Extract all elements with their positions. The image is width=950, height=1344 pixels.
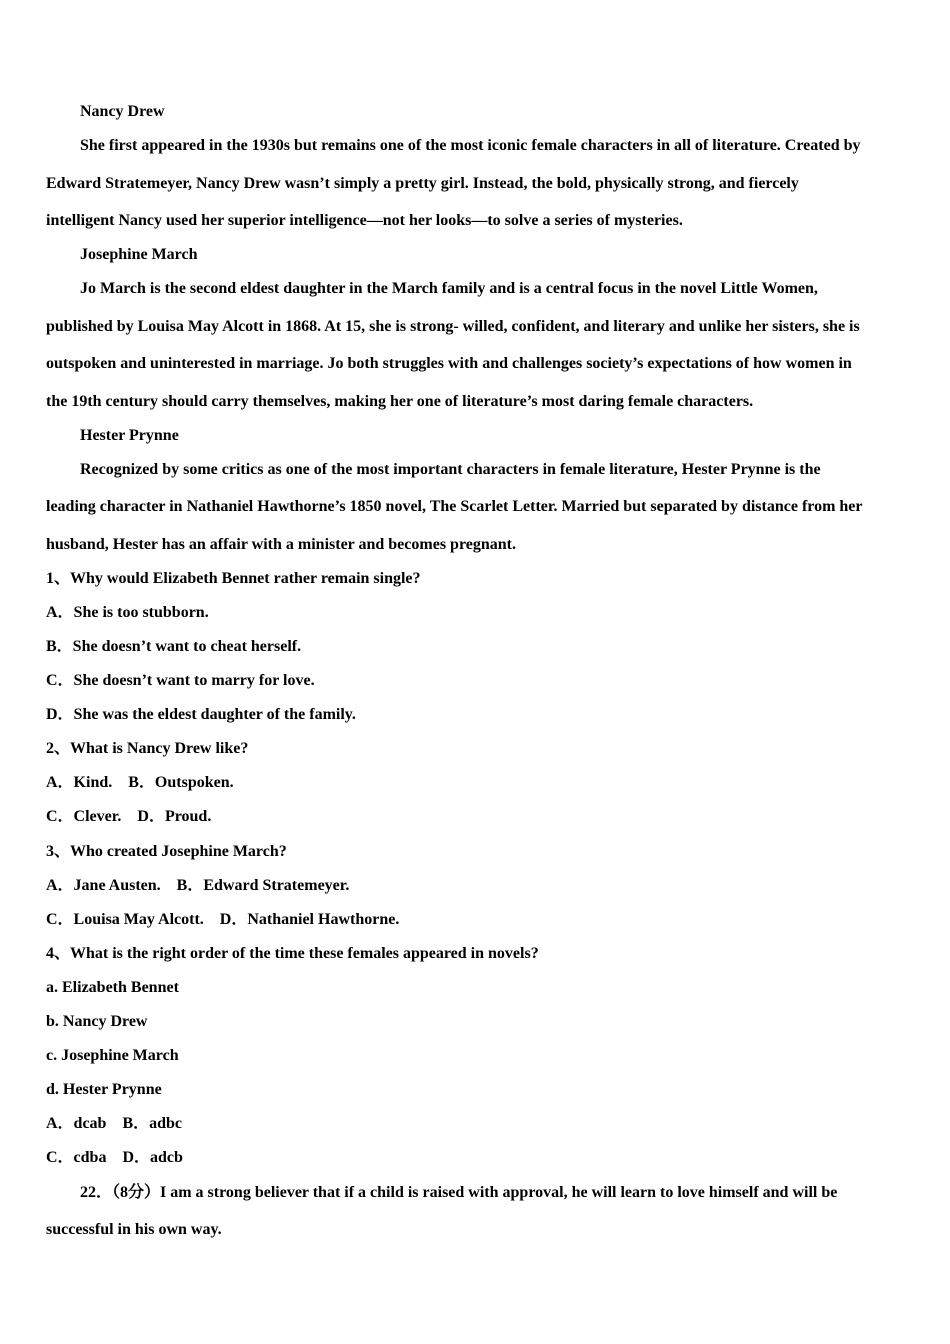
paragraph-line: Recognized by some critics as one of the most important characters in female literature, Hester Prynne is the — [80, 461, 821, 478]
paragraph-line: Jo March is the second eldest daughter in the March family and is a central focus in the novel Little Women, — [80, 280, 818, 297]
paragraph-line: published by Louisa May Alcott in 1868. At 15, she is strong- willed, confident, and literary and unlike her sisters, she is — [46, 318, 860, 335]
answer-option: C．cdba D．adcb — [46, 1149, 183, 1166]
question-22-line: successful in his own way. — [46, 1221, 222, 1238]
question-stem-2: 2、What is Nancy Drew like? — [46, 740, 249, 757]
answer-option: A．Kind. B．Outspoken. — [46, 774, 234, 791]
paragraph-line: intelligent Nancy used her superior intelligence—not her looks—to solve a series of mysteries. — [46, 212, 683, 229]
answer-option: D．She was the eldest daughter of the family. — [46, 706, 356, 723]
list-item: a. Elizabeth Bennet — [46, 979, 179, 996]
answer-option: C．She doesn’t want to marry for love. — [46, 672, 315, 689]
paragraph-line: She first appeared in the 1930s but remains one of the most iconic female characters in all of literature. Created by — [80, 137, 861, 154]
answer-option: A．dcab B．adbc — [46, 1115, 183, 1132]
answer-option: C．Clever. D．Proud. — [46, 808, 212, 825]
answer-option: A．Jane Austen. B．Edward Stratemeyer. — [46, 877, 350, 894]
question-stem-1: 1、Why would Elizabeth Bennet rather remain single? — [46, 570, 421, 587]
paragraph-line: husband, Hester has an affair with a minister and becomes pregnant. — [46, 536, 516, 553]
list-item: d. Hester Prynne — [46, 1081, 162, 1098]
paragraph-line: outspoken and uninterested in marriage. Jo both struggles with and challenges society’s expectations of how women in — [46, 355, 852, 372]
list-item: b. Nancy Drew — [46, 1013, 148, 1030]
paragraph-line: the 19th century should carry themselves, making her one of literature’s most daring female characters. — [46, 393, 754, 410]
answer-option: A．She is too stubborn. — [46, 604, 209, 621]
answer-option: B．She doesn’t want to cheat herself. — [46, 638, 302, 655]
paragraph-line: Edward Stratemeyer, Nancy Drew wasn’t simply a pretty girl. Instead, the bold, physically strong, and fiercely — [46, 175, 799, 192]
question-22-line: 22．（8分）I am a strong believer that if a child is raised with approval, he will learn to love himself and will be — [80, 1184, 838, 1201]
answer-option: C．Louisa May Alcott. D．Nathaniel Hawthorne. — [46, 911, 400, 928]
section-title-nancy-drew: Nancy Drew — [80, 103, 165, 120]
list-item: c. Josephine March — [46, 1047, 179, 1064]
question-stem-3: 3、Who created Josephine March? — [46, 843, 287, 860]
section-title-josephine-march: Josephine March — [80, 246, 198, 263]
section-title-hester-prynne: Hester Prynne — [80, 427, 179, 444]
question-stem-4: 4、What is the right order of the time these females appeared in novels? — [46, 945, 539, 962]
paragraph-line: leading character in Nathaniel Hawthorne’s 1850 novel, The Scarlet Letter. Married but separated by distance from her — [46, 498, 863, 515]
